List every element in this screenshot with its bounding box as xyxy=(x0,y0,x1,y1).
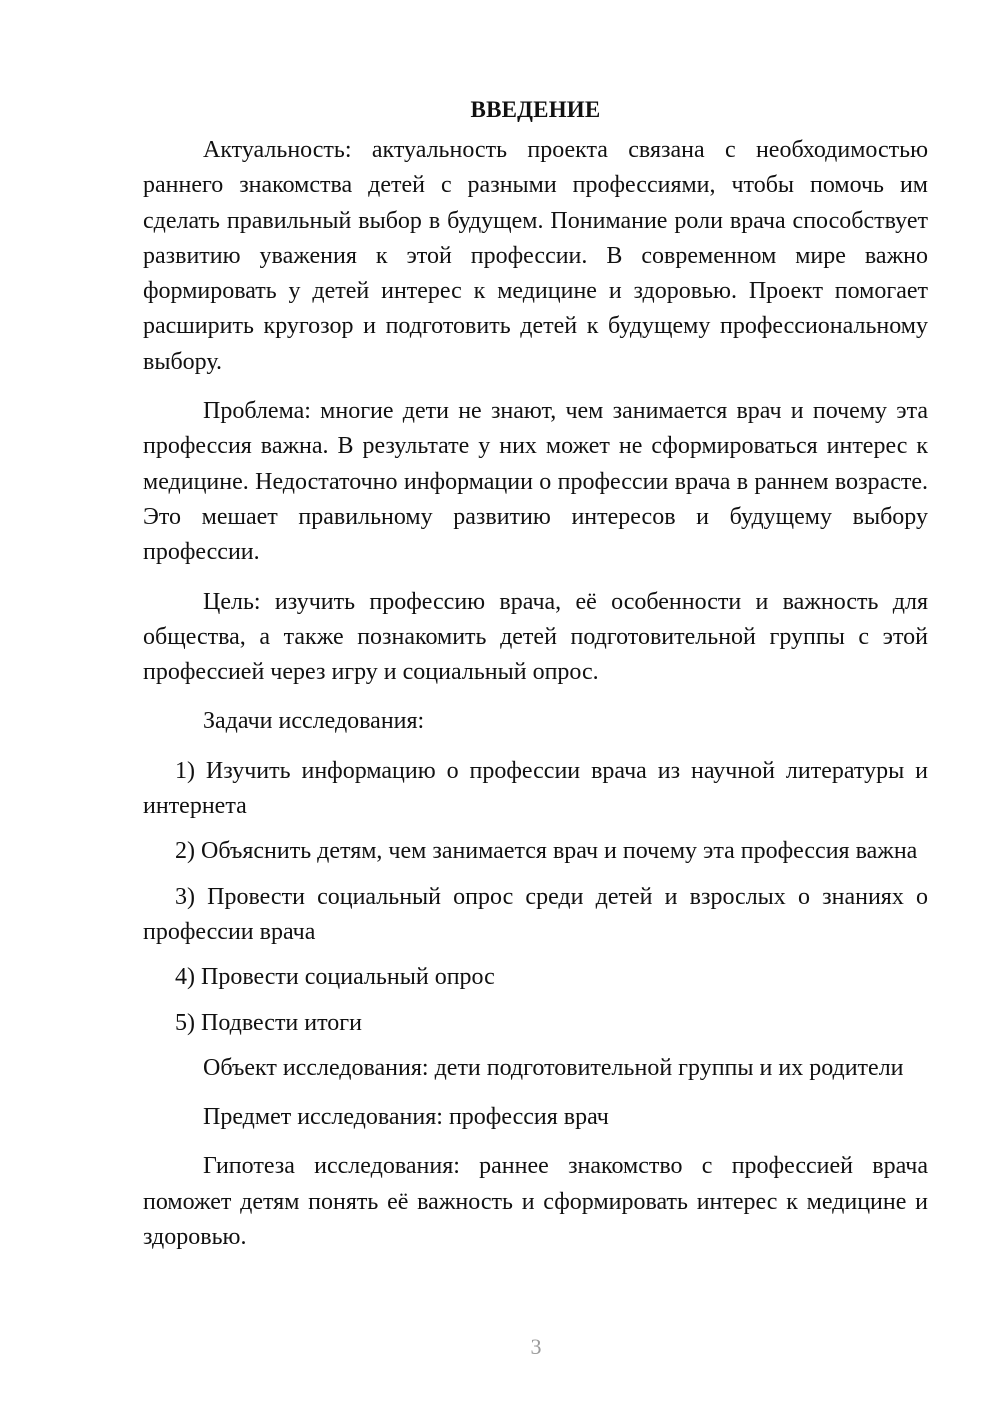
task-item: 2) Объяснить детям, чем занимается врач и почему эта профессия важна xyxy=(175,838,918,865)
object-paragraph: Объект исследования: дети подготовительной группы и их родители xyxy=(203,1054,904,1081)
task-item: 3) Провести социальный опрос среди детей и взрослых о знаниях о профессии врача xyxy=(143,883,928,945)
tasks-title: Задачи исследования: xyxy=(203,708,425,735)
problem-paragraph: Проблема: многие дети не знают, чем занимается врач и почему эта профессия важна. В результате у них может не сформироваться интерес к медицине. Недостаточно информации о профессии врача в раннем возрасте. Это мешает правильному развитию интересов и будущему выбору профессии. xyxy=(143,398,928,566)
page-number: 3 xyxy=(530,1334,542,1359)
hypothesis-paragraph: Гипотеза исследования: раннее знакомство с профессией врача поможет детям понять её важность и сформировать интерес к медицине и здоровью. xyxy=(143,1153,928,1251)
goal-paragraph: Цель: изучить профессию врача, её особенности и важность для общества, а также познакомить детей подготовительной группы с этой профессией через игру и социальный опрос. xyxy=(143,588,928,686)
task-item: 1) Изучить информацию о профессии врача из научной литературы и интернета xyxy=(143,757,928,820)
relevance-paragraph: Актуальность: актуальность проекта связана с необходимостью раннего знакомства детей с разными профессиями, чтобы помочь им сделать правильный выбор в будущем. Понимание роли врача способствует развитию уважения к этой профессии. В современном мире важно формировать у детей интерес к медицине и здоровью. Проект помогает расширить кругозор и подготовить детей к будущему профессиональному выбору. xyxy=(143,137,928,375)
page-content xyxy=(143,92,928,1269)
section-heading: ВВЕДЕНИЕ xyxy=(470,97,601,122)
task-item: 4) Провести социальный опрос xyxy=(175,964,495,991)
subject-paragraph: Предмет исследования: профессия врач xyxy=(203,1104,609,1131)
task-item: 5) Подвести итоги xyxy=(175,1009,362,1036)
